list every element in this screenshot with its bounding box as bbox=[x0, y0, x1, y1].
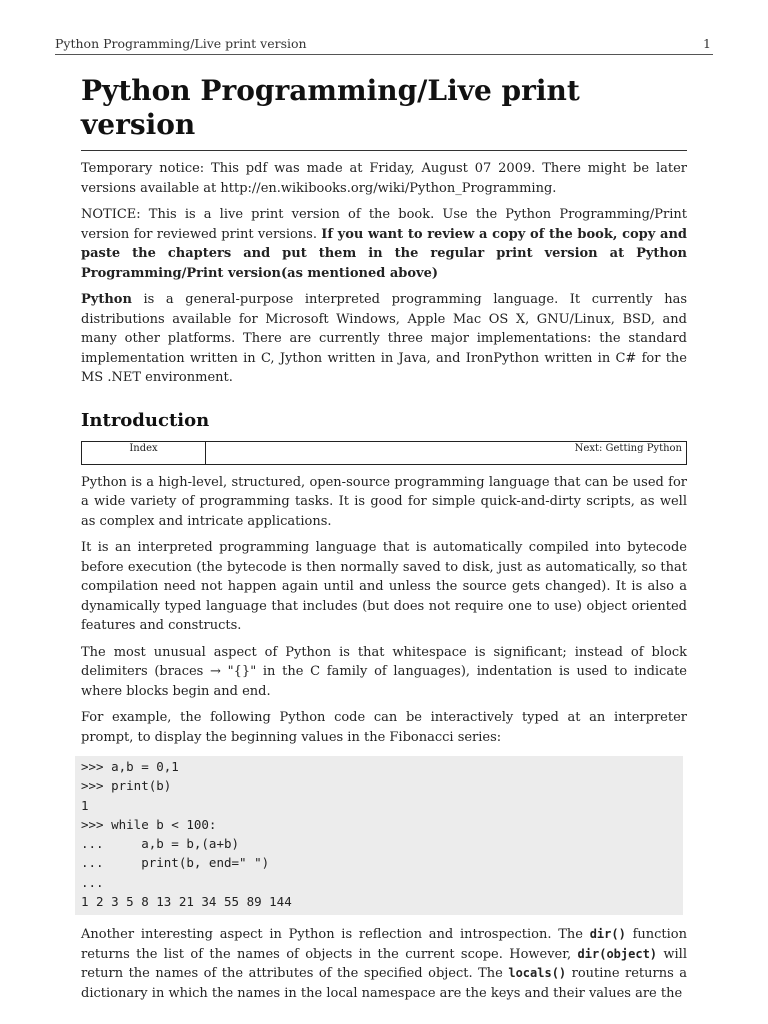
next-link[interactable]: Next: Getting Python bbox=[206, 441, 687, 464]
inline-code-dir-object: dir(object) bbox=[577, 946, 658, 961]
inline-code-locals: locals() bbox=[508, 966, 567, 981]
reflection-text: routine returns a dictionary in which the names in the local namespace are the keys and their values are the bbox=[81, 966, 687, 1001]
code-line: 1 bbox=[81, 797, 89, 813]
temporary-notice: Temporary notice: This pdf was made at Friday, August 07 2009. There might be later versions available at http://en.wikibooks.org/wiki/Python_Programming. bbox=[81, 161, 687, 196]
inline-code-dir: dir() bbox=[589, 927, 626, 942]
code-line: ... print(b, end=" ") bbox=[81, 855, 270, 871]
reflection-text: will return the names of the attributes of the specified object. The bbox=[81, 946, 687, 982]
live-print-notice bbox=[81, 205, 687, 283]
code-line: >>> a,b = 0,1 bbox=[81, 759, 179, 774]
page-content bbox=[81, 74, 687, 1003]
code-line: >>> while b < 100: bbox=[81, 816, 217, 832]
python-bold-term: Python bbox=[81, 292, 132, 307]
running-header-title: Python Programming/Live print version bbox=[55, 36, 307, 51]
python-intro-text: is a general-purpose interpreted programming language. It currently has distributions available for Microsoft Windows, Apple Mac OS X, GNU/Linux, BSD, and many other platforms. There are currently three major implementations: the standard implementation written in C, Jython written in Java, and IronPython written in C# for the MS .NET environment. bbox=[81, 292, 687, 385]
reflection-text: function returns the list of the names of objects in the current scope. However, bbox=[81, 927, 687, 962]
live-notice-bold-text: If you want to review a copy of the book, copy and paste the chapters and put them in the regular print version at Python Programming/Print version(as mentioned above) bbox=[81, 226, 687, 281]
running-header bbox=[55, 36, 713, 55]
page-number: 1 bbox=[703, 36, 711, 51]
live-notice-text: NOTICE: This is a live print version of the book. Use the Python Programming/Print version for reviewed print versions. bbox=[81, 207, 687, 242]
code-line: ... a,b = b,(a+b) bbox=[81, 836, 240, 852]
page-title: Python Programming/Live print version bbox=[81, 74, 687, 151]
code-block bbox=[75, 756, 683, 915]
code-line: 1 2 3 5 8 13 21 34 55 89 144 bbox=[81, 894, 292, 910]
body-paragraph: The most unusual aspect of Python is that whitespace is significant; instead of block delimiters (braces → "{}" in the C family of languages), indentation is used to indicate where blocks begin and end. bbox=[81, 644, 687, 699]
python-intro-paragraph bbox=[81, 290, 687, 388]
body-paragraph: Python is a high-level, structured, open-source programming language that can be used for a wide variety of programming tasks. It is good for simple quick-and-dirty scripts, as well as complex and intricate applications. bbox=[81, 474, 687, 529]
navigation-table bbox=[81, 441, 687, 465]
code-line: ... bbox=[81, 874, 104, 890]
code-line: >>> print(b) bbox=[81, 778, 172, 794]
section-heading-introduction: Introduction bbox=[81, 409, 210, 431]
reflection-paragraph bbox=[81, 925, 687, 1003]
body-paragraph: For example, the following Python code can be interactively typed at an interpreter prompt, to display the beginning values in the Fibonacci series: bbox=[81, 710, 687, 745]
index-link[interactable]: Index bbox=[82, 441, 206, 464]
body-paragraph: It is an interpreted programming language that is automatically compiled into bytecode before execution (the bytecode is then normally saved to disk, just as automatically, so that compilation need not happen again until and unless the source gets changed). It is also a dynamically typed language that includes (but does not require one to use) object oriented features and constructs. bbox=[81, 540, 687, 633]
reflection-text: Another interesting aspect in Python is reflection and introspection. The bbox=[81, 927, 590, 943]
